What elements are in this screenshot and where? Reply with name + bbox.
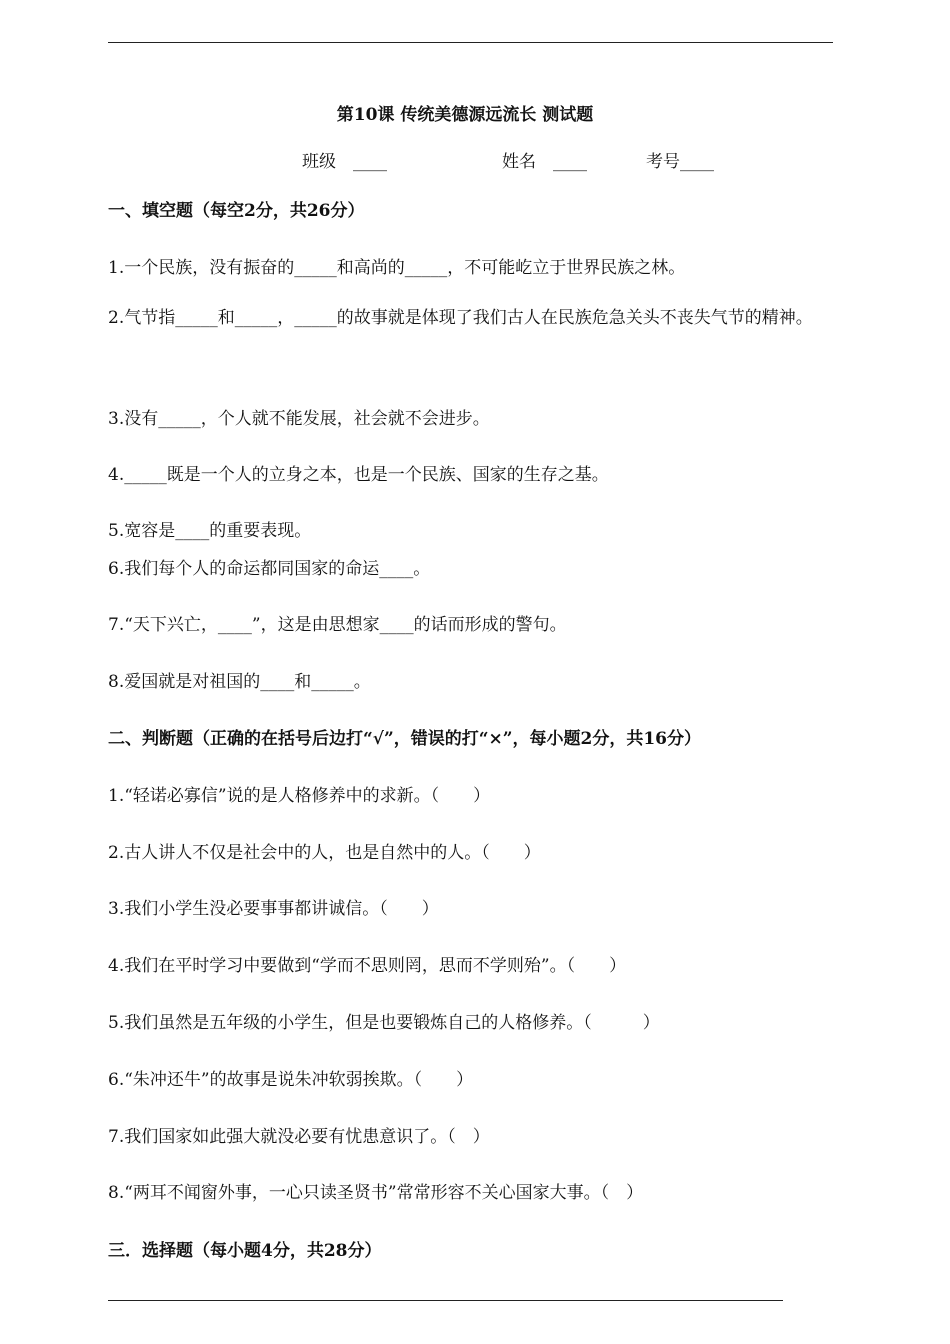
tf-question-8: 8.“两耳不闻窗外事，一心只读圣贤书”常常形容不关心国家大事。（ ） — [108, 1183, 644, 1203]
section-fill-blank-heading: 一、填空题（每空2分，共26分） — [108, 201, 365, 221]
tf-question-2: 2.古人讲人不仅是社会中的人，也是自然中的人。（ ） — [108, 843, 541, 863]
section-multiple-choice-heading: 三．选择题（每小题4分，共28分） — [108, 1241, 382, 1261]
class-field-label: 班级 ____ — [302, 152, 387, 172]
number-field-label: 考号____ — [646, 152, 714, 172]
fill-question-3: 3.没有_____，个人就不能发展，社会就不会进步。 — [108, 409, 490, 429]
section-true-false-heading: 二、判断题（正确的在括号后边打“√”，错误的打“×”，每小题2分，共16分） — [108, 729, 702, 749]
tf-question-3: 3.我们小学生没必要事事都讲诚信。（ ） — [108, 899, 439, 919]
fill-question-7: 7.“天下兴亡，____”，这是由思想家____的话而形成的警句。 — [108, 615, 567, 635]
name-field-label: 姓名 ____ — [502, 152, 587, 172]
tf-question-7: 7.我们国家如此强大就没必要有忧患意识了。（ ） — [108, 1127, 490, 1147]
bottom-rule — [108, 1300, 783, 1301]
tf-question-6: 6.“朱冲还牛”的故事是说朱冲软弱挨欺。（ ） — [108, 1070, 474, 1090]
fill-question-6: 6.我们每个人的命运都同国家的命运____。 — [108, 559, 431, 579]
top-rule — [108, 42, 833, 43]
tf-question-1: 1.“轻诺必寡信”说的是人格修养中的求新。（ ） — [108, 786, 491, 806]
page-title: 第10课 传统美德源远流长 测试题 — [336, 105, 594, 125]
fill-question-5: 5.宽容是____的重要表现。 — [108, 521, 312, 541]
fill-question-4: 4._____既是一个人的立身之本，也是一个民族、国家的生存之基。 — [108, 465, 609, 485]
fill-question-1: 1.一个民族，没有振奋的_____和高尚的_____，不可能屹立于世界民族之林。 — [108, 258, 686, 278]
tf-question-4: 4.我们在平时学习中要做到“学而不思则罔，思而不学则殆”。（ ） — [108, 956, 627, 976]
fill-question-2: 2.气节指_____和_____，_____的故事就是体现了我们古人在民族危急关头不丧失气节的精神。 — [108, 308, 813, 328]
fill-question-8: 8.爱国就是对祖国的____和_____。 — [108, 672, 371, 692]
tf-question-5: 5.我们虽然是五年级的小学生，但是也要锻炼自己的人格修养。（ ） — [108, 1013, 660, 1033]
